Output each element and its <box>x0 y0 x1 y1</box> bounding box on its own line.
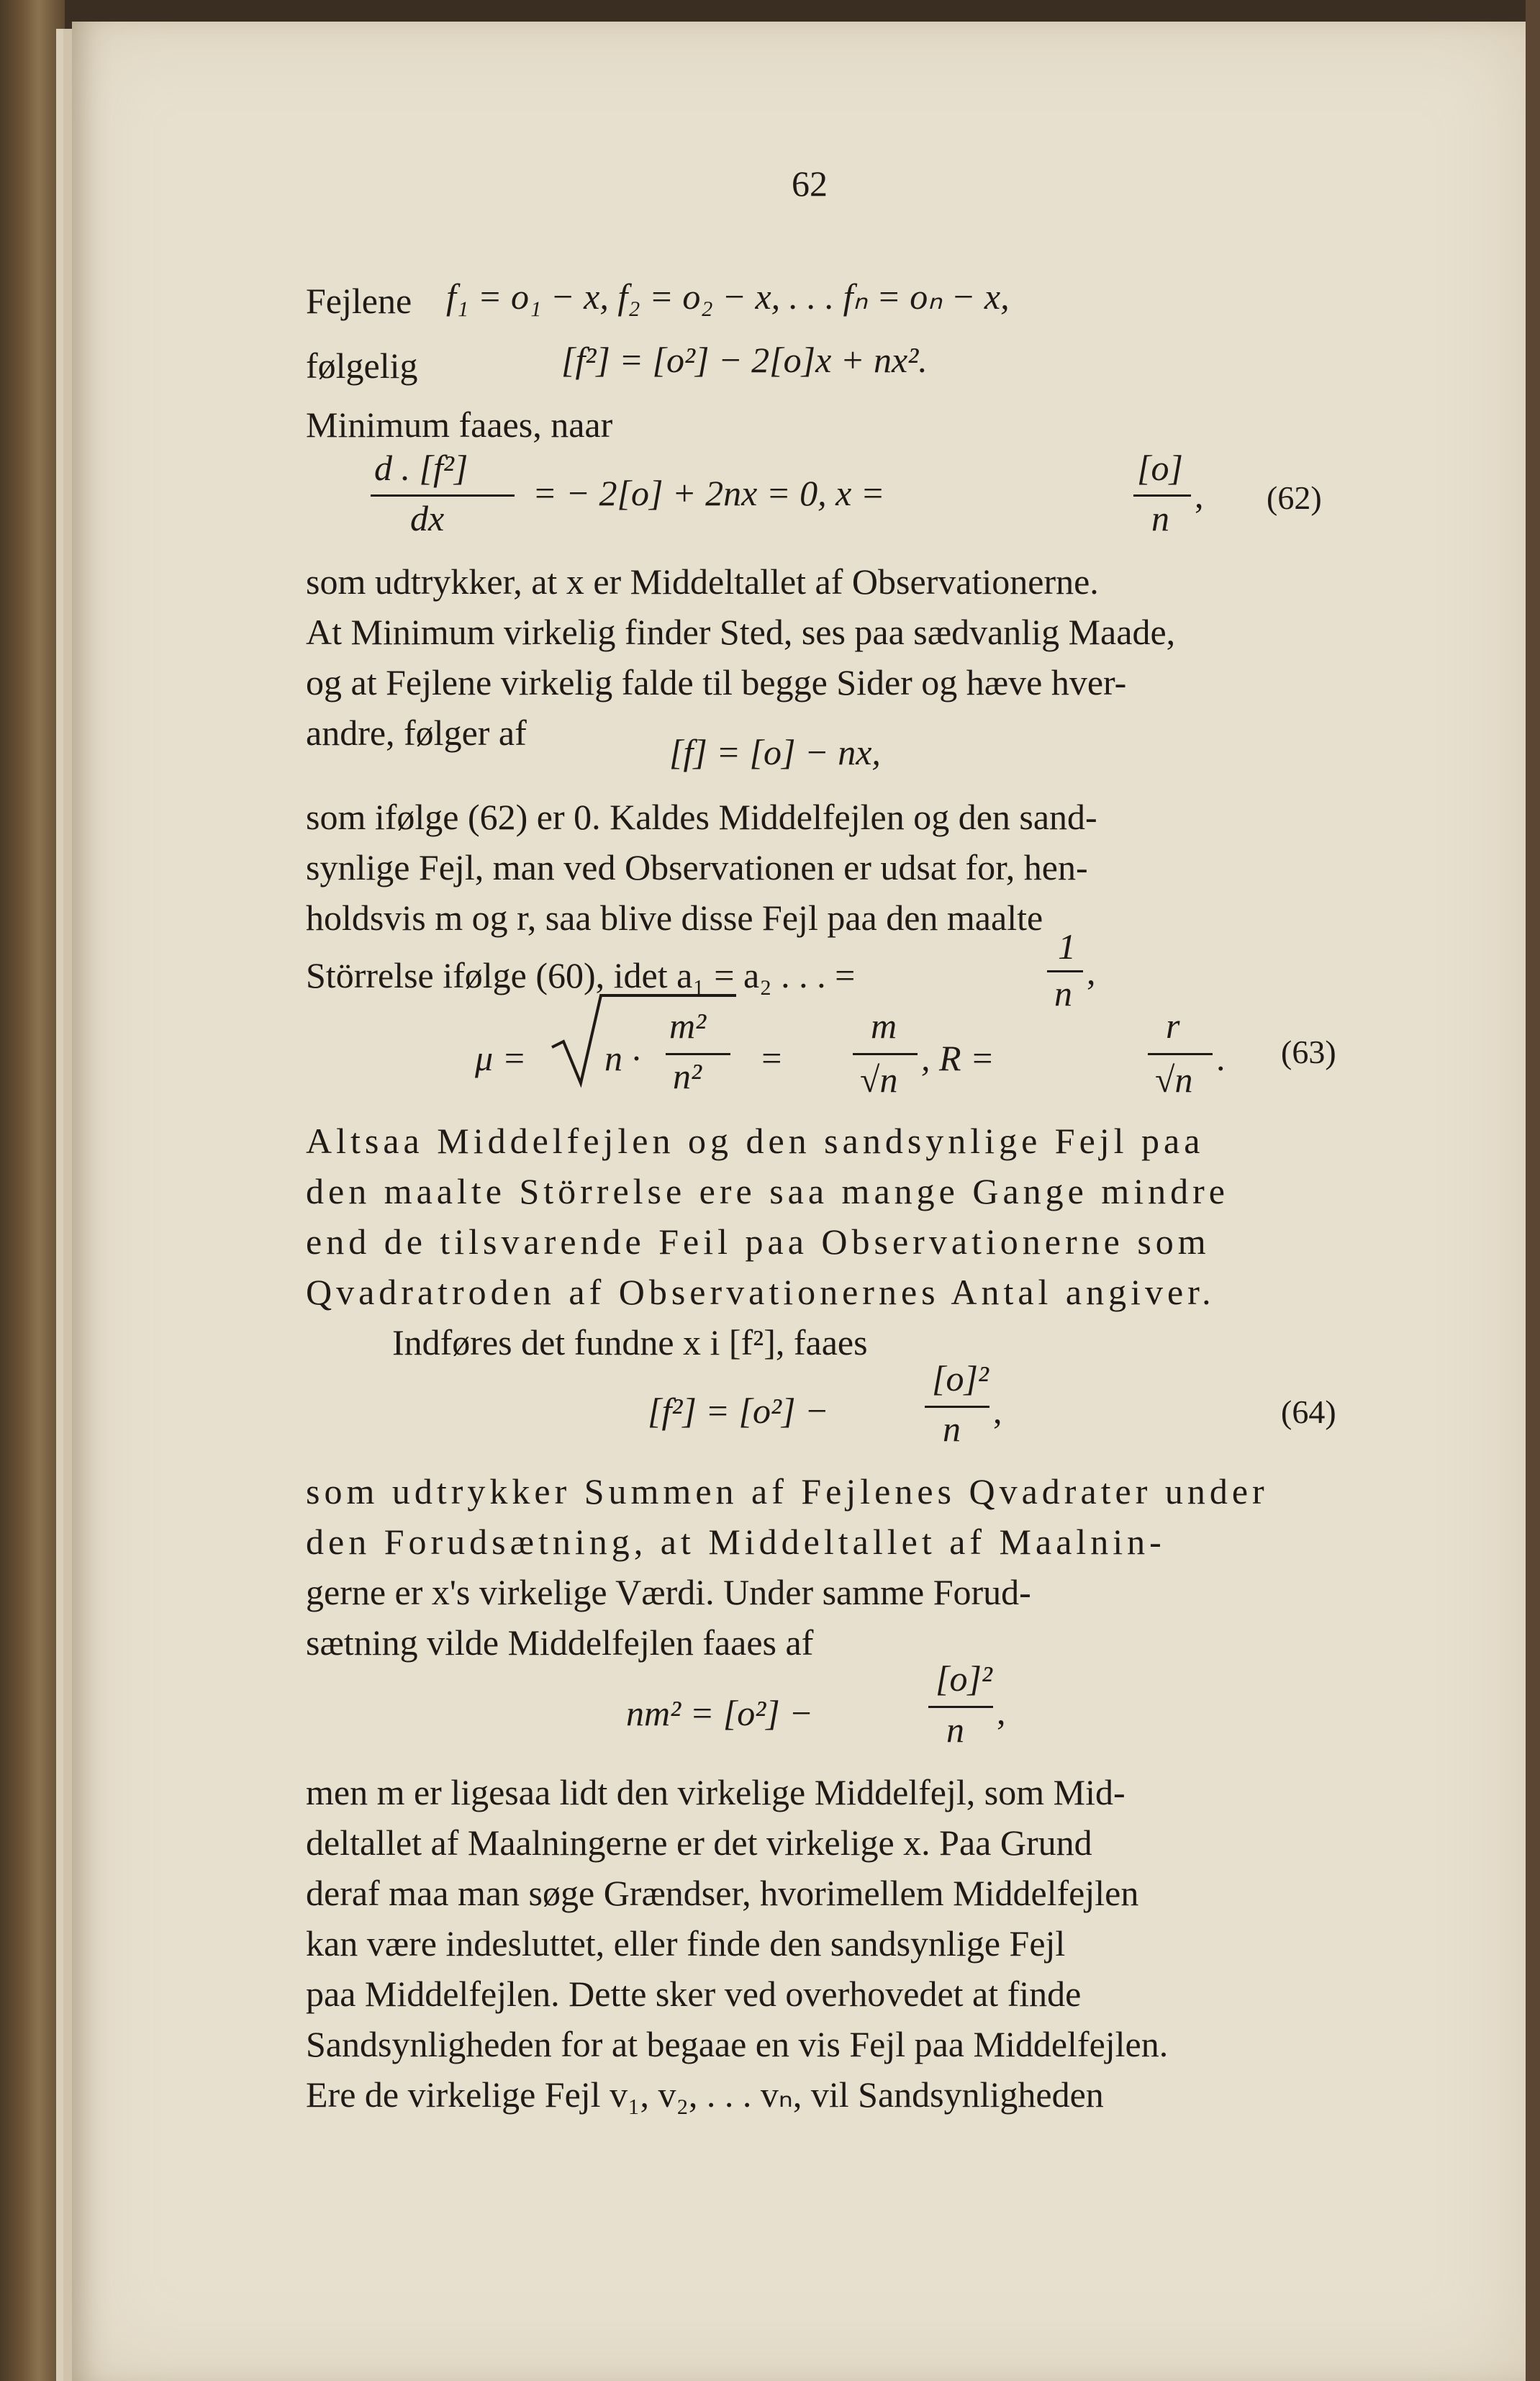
fraction-denominator: n <box>1054 973 1072 1013</box>
equation-label: (62) <box>1267 479 1322 516</box>
text-line: som udtrykker, at x er Middeltallet af Observationerne. <box>306 561 1099 602</box>
math-line: n · <box>604 1038 640 1078</box>
text-line: Altsaa Middelfejlen og den sandsynlige Fejl paa <box>306 1121 1205 1161</box>
text-line: Sandsynligheden for at begaae en vis Fejl paa Middelfejlen. <box>306 2024 1169 2064</box>
text-line: gerne er x's virkelige Værdi. Under samme Forud- <box>306 1572 1031 1612</box>
fraction-numerator: [o] <box>1137 448 1183 488</box>
comma: , <box>993 1391 1002 1431</box>
math-line: μ = <box>475 1038 527 1078</box>
text-line: Qvadratroden af Observationernes Antal angiver. <box>306 1272 1215 1312</box>
text-line: holdsvis m og r, saa blive disse Fejl paa den maalte <box>306 898 1043 938</box>
math-line: = <box>759 1038 784 1078</box>
text-line: Störrelse ifølge (60), idet a₁ = a₂ . . . = <box>306 955 856 995</box>
fraction-denominator: √n <box>1155 1060 1193 1100</box>
text-line: deltallet af Maalningerne er det virkelige x. Paa Grund <box>306 1822 1092 1863</box>
fraction-numerator: 1 <box>1058 926 1076 967</box>
page-edge <box>63 29 72 2381</box>
fraction-numerator: m² <box>669 1006 707 1046</box>
fraction-numerator: r <box>1166 1006 1180 1046</box>
text-line: Minimum faaes, naar <box>306 405 613 445</box>
radical-sign <box>551 990 738 1090</box>
equation-label: (64) <box>1281 1393 1336 1430</box>
fraction-bar <box>1148 1053 1213 1055</box>
fraction-denominator: dx <box>410 498 445 538</box>
period: . <box>1216 1038 1226 1078</box>
text-line: At Minimum virkelig finder Sted, ses paa sædvanlig Maade, <box>306 612 1176 652</box>
fraction-numerator: [o]² <box>936 1658 992 1699</box>
text-line: Ere de virkelige Fejl v₁, v₂, . . . vₙ, vil Sandsynligheden <box>306 2074 1104 2115</box>
text-line: deraf maa man søge Grændser, hvorimellem Middelfejlen <box>306 1873 1139 1913</box>
text-line: paa Middelfejlen. Dette sker ved overhovedet at finde <box>306 1974 1082 2014</box>
book-binding <box>0 0 65 2381</box>
page-number: 62 <box>792 163 828 204</box>
text-line: som ifølge (62) er 0. Kaldes Middelfejlen og den sand- <box>306 797 1097 837</box>
text-line: end de tilsvarende Feil paa Observationerne som <box>306 1221 1210 1262</box>
text-line: følgelig <box>306 345 418 386</box>
math-line: = − 2[o] + 2nx = 0, x = <box>533 473 885 513</box>
fraction-numerator: m <box>871 1006 897 1046</box>
text-line: kan være indesluttet, eller finde den sandsynlige Fejl <box>306 1923 1066 1964</box>
math-line: [f²] = [o²] − <box>648 1391 829 1431</box>
math-line: nm² = [o²] − <box>626 1693 813 1733</box>
math-line: [f²] = [o²] − 2[o]x + nx². <box>561 340 928 380</box>
text-line: den maalte Störrelse ere saa mange Gange mindre <box>306 1171 1229 1211</box>
math-line: f₁ = o₁ − x, f₂ = o₂ − x, . . . fₙ = oₙ − x, <box>446 276 1010 317</box>
text-line: Fejlene <box>306 281 412 321</box>
fraction-numerator: [o]² <box>932 1358 989 1399</box>
fraction-denominator: n <box>1151 498 1169 538</box>
fraction-numerator: d . [f²] <box>374 448 468 488</box>
fraction-denominator: n <box>943 1409 961 1449</box>
text-line: Indføres det fundne x i [f²], faaes <box>392 1322 868 1363</box>
equation-label: (63) <box>1281 1034 1336 1070</box>
text-line: synlige Fejl, man ved Observationen er udsat for, hen- <box>306 847 1088 887</box>
text-line: og at Fejlene virkelig falde til begge Sider og hæve hver- <box>306 662 1127 702</box>
math-line: [f] = [o] − nx, <box>669 732 881 772</box>
fraction-denominator: √n <box>860 1060 898 1100</box>
fraction-bar <box>853 1053 918 1055</box>
text-line: den Forudsætning, at Middeltallet af Maalnin- <box>306 1522 1166 1562</box>
fraction-denominator: n² <box>673 1056 702 1096</box>
fraction-denominator: n <box>946 1709 964 1750</box>
text-line: men m er ligesaa lidt den virkelige Middelfejl, som Mid- <box>306 1772 1125 1812</box>
text-line: andre, følger af <box>306 713 527 753</box>
comma: , <box>997 1691 1006 1732</box>
book-page <box>72 22 1526 2381</box>
text-line: som udtrykker Summen af Fejlenes Qvadrater under <box>306 1471 1269 1512</box>
math-line: , R = <box>921 1038 995 1078</box>
comma: , <box>1087 952 1096 992</box>
comma: , <box>1195 475 1204 515</box>
page-right-edge <box>1526 0 1540 2381</box>
text-line: sætning vilde Middelfejlen faaes af <box>306 1622 814 1663</box>
